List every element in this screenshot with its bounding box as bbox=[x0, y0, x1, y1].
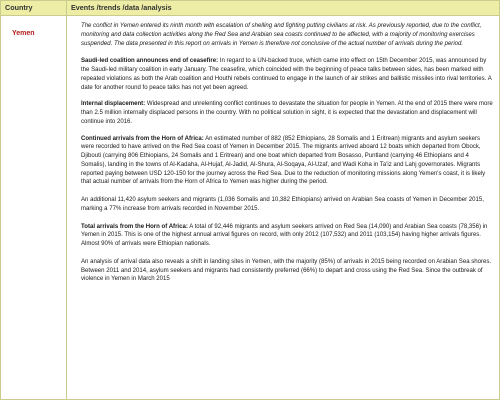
horn-arrivals-heading: Continued arrivals from the Horn of Africa: bbox=[81, 135, 204, 142]
displacement-heading: Internal displacement: bbox=[81, 101, 146, 108]
total-arrivals-body: A total of 92,446 migrants and asylum seekers arrived on Red Sea (14,090) and Arabian Sea coasts (78,356) in Yemen in 2015. This is one of the highest annual arrival figures on record, with only 2012 (107,532) and 2011 (103,154) having higher arrivals figures. Almost 90% of arrivals were Ethiopian nationals. bbox=[81, 223, 488, 247]
ceasefire-heading: Saudi-led coalition announces end of ceasefire: bbox=[81, 58, 219, 65]
country-cell: Yemen bbox=[1, 16, 67, 400]
displacement-body: Widespread and unrelenting conflict continues to devastate the situation for people in Yemen. At the end of 2015 there were more than 2.5 million internally displaced persons in the country. With no political solution in sight, it is expected that the devastation and displacement will continue into 2016. bbox=[81, 101, 493, 125]
table-row bbox=[1, 16, 500, 400]
ceasefire-body: In regard to a UN-backed truce, which came into effect on 15th December 2015, was announced by the Saudi-led military coalition in early January. The ceasefire, which coincided with the beginning of peace talks between sides, has been marked with repeated violations as both the Arab coalition and Houthi rebels continued to engage in the launch of air strikes and ballistic missiles into rival territories. A date for another round fo peace talks has not yet been agreed. bbox=[81, 58, 492, 91]
horn-arrivals-body: An estimated number of 882 (852 Ethiopians, 28 Somalis and 1 Eritrean) migrants and asylum seekers were recorded to have arrived on the Red Sea coast of Yemen in December 2015. The migrants arrived aboard 12 boats which departed from Obock, Djibouti (carrying 806 Ethiopians, 24 Somalis and 1 Eritrean) and one boat which departed from Bosasso, Puntland (carrying 46 Ethiopians and 4 Somalis), landing in the towns of Al-Kadaha, Al-Hujaf, Al-Jadid, Al-Shura, Al-Soqaya, Al-Uzaf, and Wadi Koha in Ta'iz and Lahj governorates. Migrants reported paying between USD 120-150 for the journey across the Red Sea. Due to the reduction of monitoring missions along Yemen's coast, it is likely that actual number of arrivals from the Horn of Africa to Yemen was higher during the period. bbox=[81, 135, 486, 186]
intro-paragraph: The conflict in Yemen entered its ninth month with escalation of shelling and fighting putting civilians at risk. As previously reported, due to the conflict, monitoring and data collection activities along the Red Sea and Arabian sea coasts continued to be affected, with a majority of monitoring exercises suspended. The data presented in this report on arrivals in Yemen is therefore not conclusive of the actual number of arrivals during the period. bbox=[81, 23, 482, 47]
header-events: Events /trends /data /analysis bbox=[67, 1, 500, 16]
ceasefire-paragraph bbox=[81, 57, 493, 92]
events-cell bbox=[67, 16, 500, 400]
analysis-paragraph: An analysis of arrival data also reveals a shift in landing sites in Yemen, with the majority (85%) of arrivals in 2015 being recorded on Arabian Sea shores. Between 2011 and 2014, asylum seekers and migrants had consistently preferred (66%) to depart and cross using the Red Sea. Since the outbreak of violence in Yemen in March 2015 bbox=[81, 258, 492, 283]
total-arrivals-paragraph bbox=[81, 223, 493, 249]
total-arrivals-heading: Total arrivals from the Horn of Africa: bbox=[81, 223, 188, 230]
horn-arrivals-paragraph bbox=[81, 135, 493, 188]
displacement-paragraph bbox=[81, 100, 493, 126]
table-header-row bbox=[1, 1, 500, 16]
additional-arrivals-paragraph: An additional 11,420 asylum seekers and migrants (1,036 Somalis and 10,382 Ethiopians) arrived on Arabian Sea coasts of Yemen in December 2015, marking a 77% increase from arrivals recorded in November 2015. bbox=[81, 197, 484, 212]
header-country: Country bbox=[1, 1, 67, 16]
